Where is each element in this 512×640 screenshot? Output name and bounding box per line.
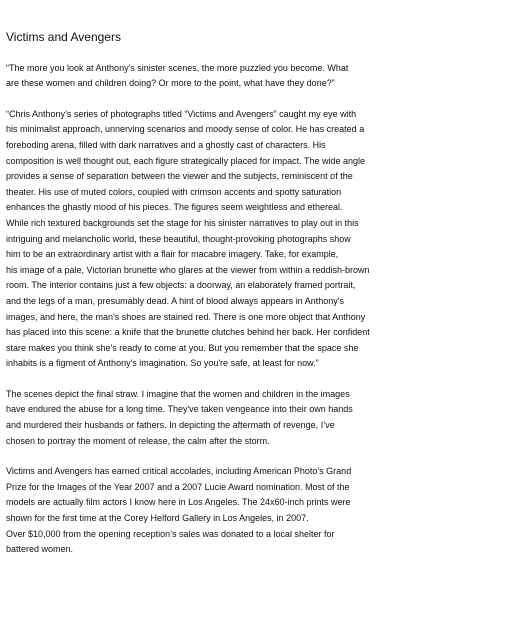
text-line: foreboding arena, filled with dark narratives and a ghostly cast of characters. His bbox=[6, 139, 326, 150]
text-line: “Chris Anthony’s series of photographs titled “Victims and Avengers” caught my eye with bbox=[6, 108, 357, 119]
text-line: and murdered their husbands or fathers. In depicting the aftermath of revenge, I’ve bbox=[6, 420, 335, 431]
body-paragraph bbox=[6, 61, 507, 92]
text-line: him to be an extraordinary artist with a flair for macabre imagery. Take, for example, bbox=[6, 249, 339, 260]
text-line: has placed into this scene: a knife that the brunette clutches behind her back. Her confident bbox=[6, 327, 370, 338]
text-line: shown for the first time at the Corey Helford Gallery in Los Angeles, in 2007. bbox=[6, 513, 309, 524]
text-line: and the legs of a man, presumably dead. A hint of blood always appears in Anthony's bbox=[6, 295, 344, 306]
text-line: chosen to portray the moment of release, the calm after the storm. bbox=[6, 435, 270, 446]
text-line: provides a sense of separation between the viewer and the subjects, reminiscent of the bbox=[6, 171, 353, 182]
text-line: theater. His use of muted colors, coupled with crimson accents and spotty saturation bbox=[6, 186, 342, 197]
text-line: are these women and children doing? Or more to the point, what have they done?” bbox=[6, 78, 335, 89]
body-paragraph bbox=[6, 464, 507, 558]
body-paragraph bbox=[6, 107, 507, 372]
text-line: models are actually film actors I know here in Los Angeles. The 24x60-inch prints were bbox=[6, 497, 351, 508]
text-line: “The more you look at Anthony's sinister scenes, the more puzzled you become. What bbox=[6, 62, 349, 73]
text-line: have endured the abuse for a long time. They've taken vengeance into their own hands bbox=[6, 404, 353, 415]
text-line: composition is well thought out, each figure strategically placed for impact. The wide angle bbox=[6, 155, 366, 166]
text-line: his minimalist approach, unnerving scenarios and moody sense of color. He has created a bbox=[6, 124, 365, 135]
document-body bbox=[6, 61, 507, 558]
text-line: The scenes depict the final straw. I imagine that the women and children in the images bbox=[6, 388, 350, 399]
text-line: battered women. bbox=[6, 544, 74, 555]
text-line: Over $10,000 from the opening reception’s sales was donated to a local shelter for bbox=[6, 528, 335, 539]
text-line: intriguing and melancholic world, these beautiful, thought-provoking photographs show bbox=[6, 233, 351, 244]
text-line: enhances the ghastly mood of his pieces. The figures seem weightless and ethereal. bbox=[6, 202, 343, 213]
text-line: While rich textured backgrounds set the stage for his sinister narratives to play out in this bbox=[6, 217, 359, 228]
text-line: images, and here, the man's shoes are stained red. There is one more object that Anthony bbox=[6, 311, 366, 322]
text-line: stare makes you think she's ready to come at you. But you remember that the space she bbox=[6, 342, 359, 353]
text-line: Prize for the Images of the Year 2007 and a 2007 Lucie Award nomination. Most of the bbox=[6, 481, 350, 492]
document-title: Victims and Avengers bbox=[6, 30, 121, 44]
text-line: inhabits is a figment of Anthony's imagination. So you're safe, at least for now.” bbox=[6, 358, 319, 369]
text-line: his image of a pale, Victorian brunette who glares at the viewer from within a reddish-brown bbox=[6, 264, 370, 275]
body-paragraph bbox=[6, 387, 507, 449]
text-line: Victims and Avengers has earned critical accolades, including American Photo’s Grand bbox=[6, 466, 352, 477]
text-line: room. The interior contains just a few objects: a doorway, an elaborately framed portrait, bbox=[6, 280, 356, 291]
